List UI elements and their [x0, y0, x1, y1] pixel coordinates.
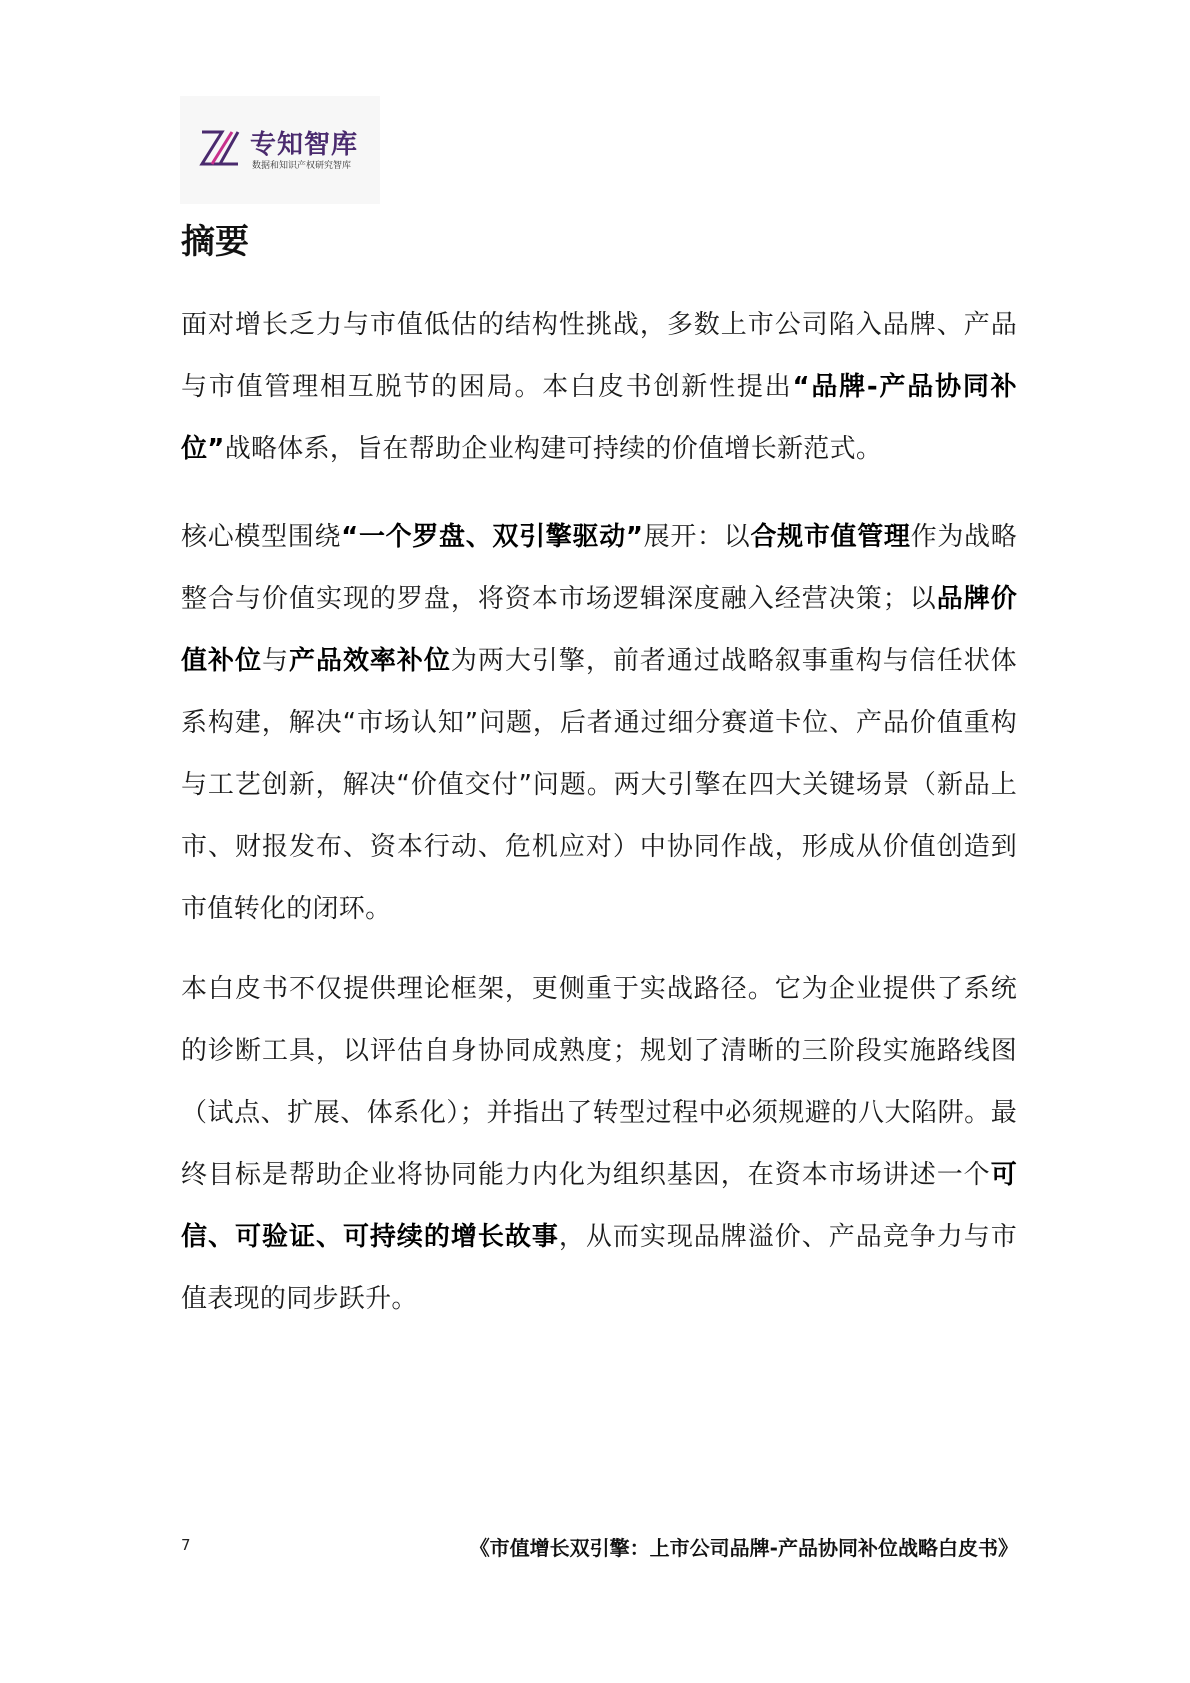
footer-document-title: 《市值增长双引擎：上市公司品牌-产品协同补位战略白皮书》 — [469, 1536, 1018, 1560]
zz-logo-icon — [198, 126, 242, 170]
brand-logo — [180, 96, 380, 204]
section-title: 摘要 — [181, 222, 249, 262]
logo-name: 专知智库 — [250, 130, 359, 160]
paragraph-core-model: 核心模型围绕“一个罗盘、双引擎驱动”展开：以合规市值管理作为战略整合与价值实现的罗盘，将资本市场逻辑深度融入经营决策；以品牌价值补位与产品效率补位为两大引擎，前者通过战略叙事重构与信任状体系构建，解决“市场认知”问题，后者通过细分赛道卡位、产品价值重构与工艺创新，解决“价值交付”问题。两大引擎在四大关键场景（新品上市、财报发布、资本行动、危机应对）中协同作战，形成从价值创造到市值转化的闭环。 — [181, 522, 1018, 924]
logo-tagline: 数据和知识产权研究智库 — [252, 161, 352, 171]
page-number: 7 — [181, 1536, 191, 1554]
paragraph-intro: 面对增长乏力与市值低估的结构性挑战，多数上市公司陷入品牌、产品与市值管理相互脱节的困局。本白皮书创新性提出“品牌-产品协同补位”战略体系，旨在帮助企业构建可持续的价值增长新范式。 — [181, 310, 1017, 464]
paragraph-practice: 本白皮书不仅提供理论框架，更侧重于实战路径。它为企业提供了系统的诊断工具，以评估自身协同成熟度；规划了清晰的三阶段实施路线图（试点、扩展、体系化）；并指出了转型过程中必须规避的八大陷阱。最终目标是帮助企业将协同能力内化为组织基因，在资本市场讲述一个可信、可验证、可持续的增长故事，从而实现品牌溢价、产品竞争力与市值表现的同步跃升。 — [181, 974, 1017, 1314]
